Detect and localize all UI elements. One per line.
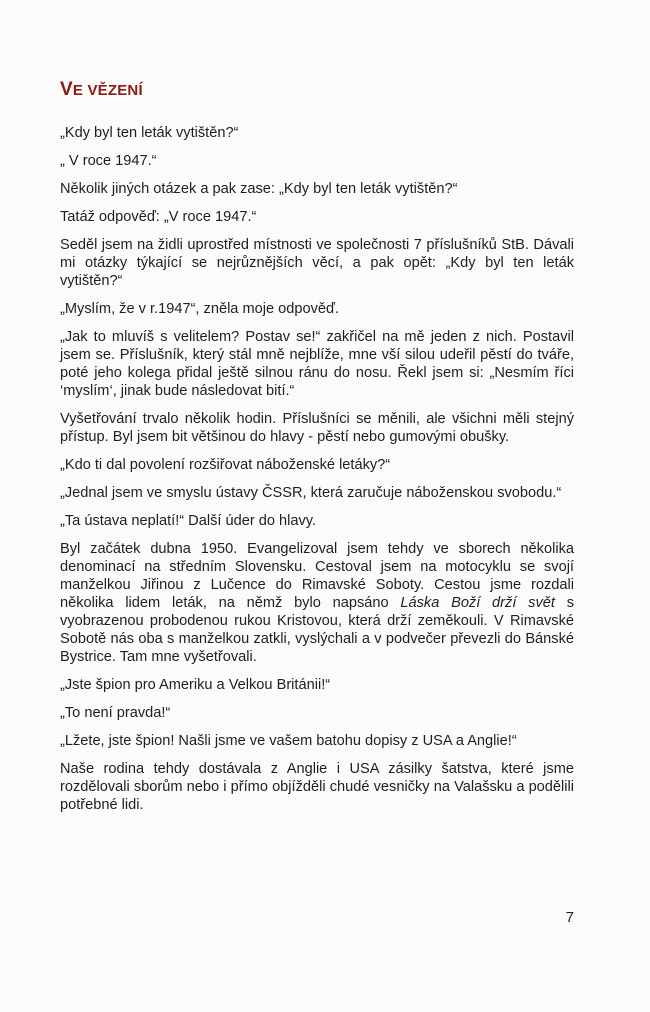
paragraph-text: Vyšetřování trvalo několik hodin. Příslušníci se měnili, ale všichni měli stejný přístup. Byl jsem bit většinou do hlavy - pěstí nebo gumovými obušky. <box>60 411 574 445</box>
paragraph <box>60 328 574 400</box>
paragraph-text: „Kdo ti dal povolení rozšiřovat náboženské letáky?“ <box>60 457 391 473</box>
paragraph-text: „Ta ústava neplatí!“ Další úder do hlavy. <box>60 513 317 529</box>
paragraph <box>60 512 574 530</box>
page-number: 7 <box>565 909 574 926</box>
paragraph-text: Tatáž odpověď: „V roce 1947.“ <box>60 209 257 225</box>
paragraph-text: Několik jiných otázek a pak zase: „Kdy byl ten leták vytištěn?“ <box>60 181 458 197</box>
paragraph-text: „Jste špion pro Ameriku a Velkou Británii!“ <box>60 677 331 693</box>
paragraph <box>60 704 574 722</box>
chapter-heading-rest: E VĚZENÍ <box>72 82 143 99</box>
paragraph-text: „To není pravda!“ <box>60 705 171 721</box>
paragraph <box>60 180 574 198</box>
paragraph <box>60 208 574 226</box>
paragraph-text: „Jak to mluvíš s velitelem? Postav se!“ zakřičel na mě jeden z nich. Postavil jsem se. Příslušník, který stál mně nejblíže, mne vší silou udeřil pěstí do tváře, poté jeho kolega přidal ještě silnou ránu do nosu. Řekl jsem si: „Nesmím říci ‘myslím‘, jinak bude následovat bití.“ <box>60 329 574 399</box>
paragraph <box>60 124 574 142</box>
paragraph-text: Seděl jsem na židli uprostřed místnosti ve společnosti 7 příslušníků StB. Dávali mi otázky týkající se nejrůznějších věcí, a pak opět: „Kdy byl ten leták vytištěn?“ <box>60 237 574 289</box>
paragraph-text: „Lžete, jste špion! Našli jsme ve vašem batohu dopisy z USA a Anglie!“ <box>60 733 517 749</box>
paragraph-text: s vyobrazenou probodenou rukou Kristovou, která drží zeměkouli. V Rimavské Sobotě nás oba s manželkou zatkli, vyslýchali a v podvečer převezli do Bánské Bystrice. Tam mne vyšetřovali. <box>60 595 574 665</box>
paragraph <box>60 732 574 750</box>
paragraph <box>60 236 574 290</box>
paragraph-text: „Kdy byl ten leták vytištěn?“ <box>60 125 239 141</box>
paragraph-text: Naše rodina tehdy dostávala z Anglie i USA zásilky šatstva, které jsme rozdělovali sborům nebo i přímo objížděli chudé vesničky na Valašsku a podělili potřebné lidi. <box>60 761 574 813</box>
paragraph <box>60 456 574 474</box>
paragraph <box>60 676 574 694</box>
paragraph <box>60 410 574 446</box>
chapter-heading-initial: V <box>60 79 73 100</box>
paragraph <box>60 300 574 318</box>
paragraph-text: „Jednal jsem ve smyslu ústavy ČSSR, která zaručuje náboženskou svobodu.“ <box>60 485 562 501</box>
chapter-heading <box>60 79 143 101</box>
body-text <box>60 124 574 824</box>
paragraph <box>60 152 574 170</box>
paragraph-text: Byl začátek dubna 1950. Evangelizoval jsem tehdy ve sborech několika denominací na středním Slovensku. Cestoval jsem na motocyklu se svojí manželkou Jiřinou z Lučence do Rimavské Soboty. Cestou jsme rozdali několika lidem leták, na němž bylo napsáno <box>60 541 574 611</box>
paragraph-text: „Myslím, že v r.1947“, zněla moje odpověď. <box>60 301 340 317</box>
paragraph <box>60 484 574 502</box>
paragraph-text: „ V roce 1947.“ <box>60 153 157 169</box>
paragraph <box>60 540 574 666</box>
paragraph <box>60 760 574 814</box>
italic-phrase: Láska Boží drží svět <box>400 595 555 611</box>
